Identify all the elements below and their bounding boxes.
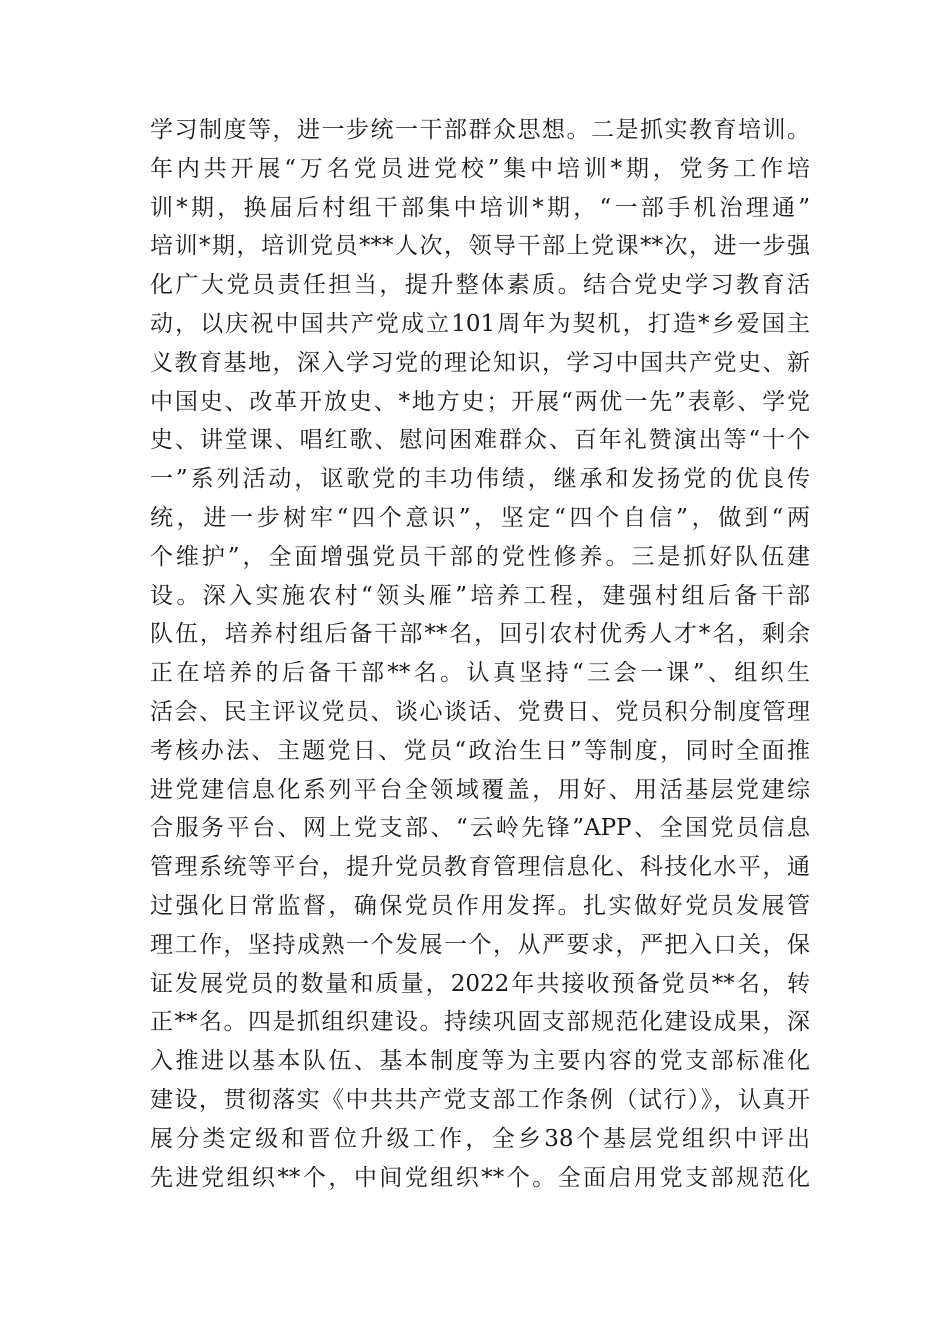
text-line: 统，进一步树牢“四个意识”，坚定“四个自信”，做到“两	[150, 504, 810, 531]
text-line: 入推进以基本队伍、基本制度等为主要内容的党支部标准化	[150, 1048, 810, 1075]
text-line: 一”系列活动，讴歌党的丰功伟绩，继承和发扬党的优良传	[150, 466, 810, 493]
text-line: 管理系统等平台，提升党员教育管理信息化、科技化水平，通	[150, 854, 810, 881]
text-line: 证发展党员的数量和质量，2022年共接收预备党员**名，转	[150, 970, 810, 997]
text-line: 展分类定级和晋位升级工作，全乡38个基层党组织中评出	[150, 1125, 810, 1152]
text-line: 建设，贯彻落实《中共共产党支部工作条例（试行）》，认真开	[150, 1086, 810, 1113]
text-line: 培训*期，培训党员***人次，领导干部上党课**次，进一步强	[150, 233, 810, 260]
text-line: 先进党组织**个，中间党组织**个。全面启用党支部规范化	[150, 1164, 810, 1191]
text-line: 合服务平台、网上党支部、“云岭先锋”APP、全国党员信息	[150, 815, 810, 842]
text-line: 过强化日常监督，确保党员作用发挥。扎实做好党员发展管	[150, 892, 810, 919]
text-line: 史、讲堂课、唱红歌、慰问困难群众、百年礼赞演出等“十个	[150, 427, 810, 454]
text-line: 个维护”，全面增强党员干部的党性修养。三是抓好队伍建	[150, 543, 810, 570]
text-line: 动，以庆祝中国共产党成立101周年为契机，打造*乡爱国主	[150, 310, 810, 337]
text-line: 义教育基地，深入学习党的理论知识，学习中国共产党史、新	[150, 349, 810, 376]
text-line: 活会、民主评议党员、谈心谈话、党费日、党员积分制度管理	[150, 698, 810, 725]
text-line: 进党建信息化系列平台全领域覆盖，用好、用活基层党建综	[150, 776, 810, 803]
text-line: 队伍，培养村组后备干部**名，回引农村优秀人才*名，剩余	[150, 621, 810, 648]
text-line: 训*期，换届后村组干部集中培训*期，“一部手机治理通”	[150, 194, 810, 221]
text-line: 设。深入实施农村“领头雁”培养工程，建强村组后备干部	[150, 582, 810, 609]
text-line: 正**名。四是抓组织建设。持续巩固支部规范化建设成果，深	[150, 1009, 810, 1036]
body-paragraph	[150, 111, 810, 1197]
text-line: 化广大党员责任担当，提升整体素质。结合党史学习教育活	[150, 272, 810, 299]
text-line: 年内共开展“万名党员进党校”集中培训*期，党务工作培	[150, 155, 810, 182]
text-line: 中国史、改革开放史、*地方史；开展“两优一先”表彰、学党	[150, 388, 810, 415]
text-line: 考核办法、主题党日、党员“政治生日”等制度，同时全面推	[150, 737, 810, 764]
text-line: 理工作，坚持成熟一个发展一个，从严要求，严把入口关，保	[150, 931, 810, 958]
text-line: 学习制度等，进一步统一干部群众思想。二是抓实教育培训。	[150, 117, 810, 143]
text-line: 正在培养的后备干部**名。认真坚持“三会一课”、组织生	[150, 660, 810, 687]
